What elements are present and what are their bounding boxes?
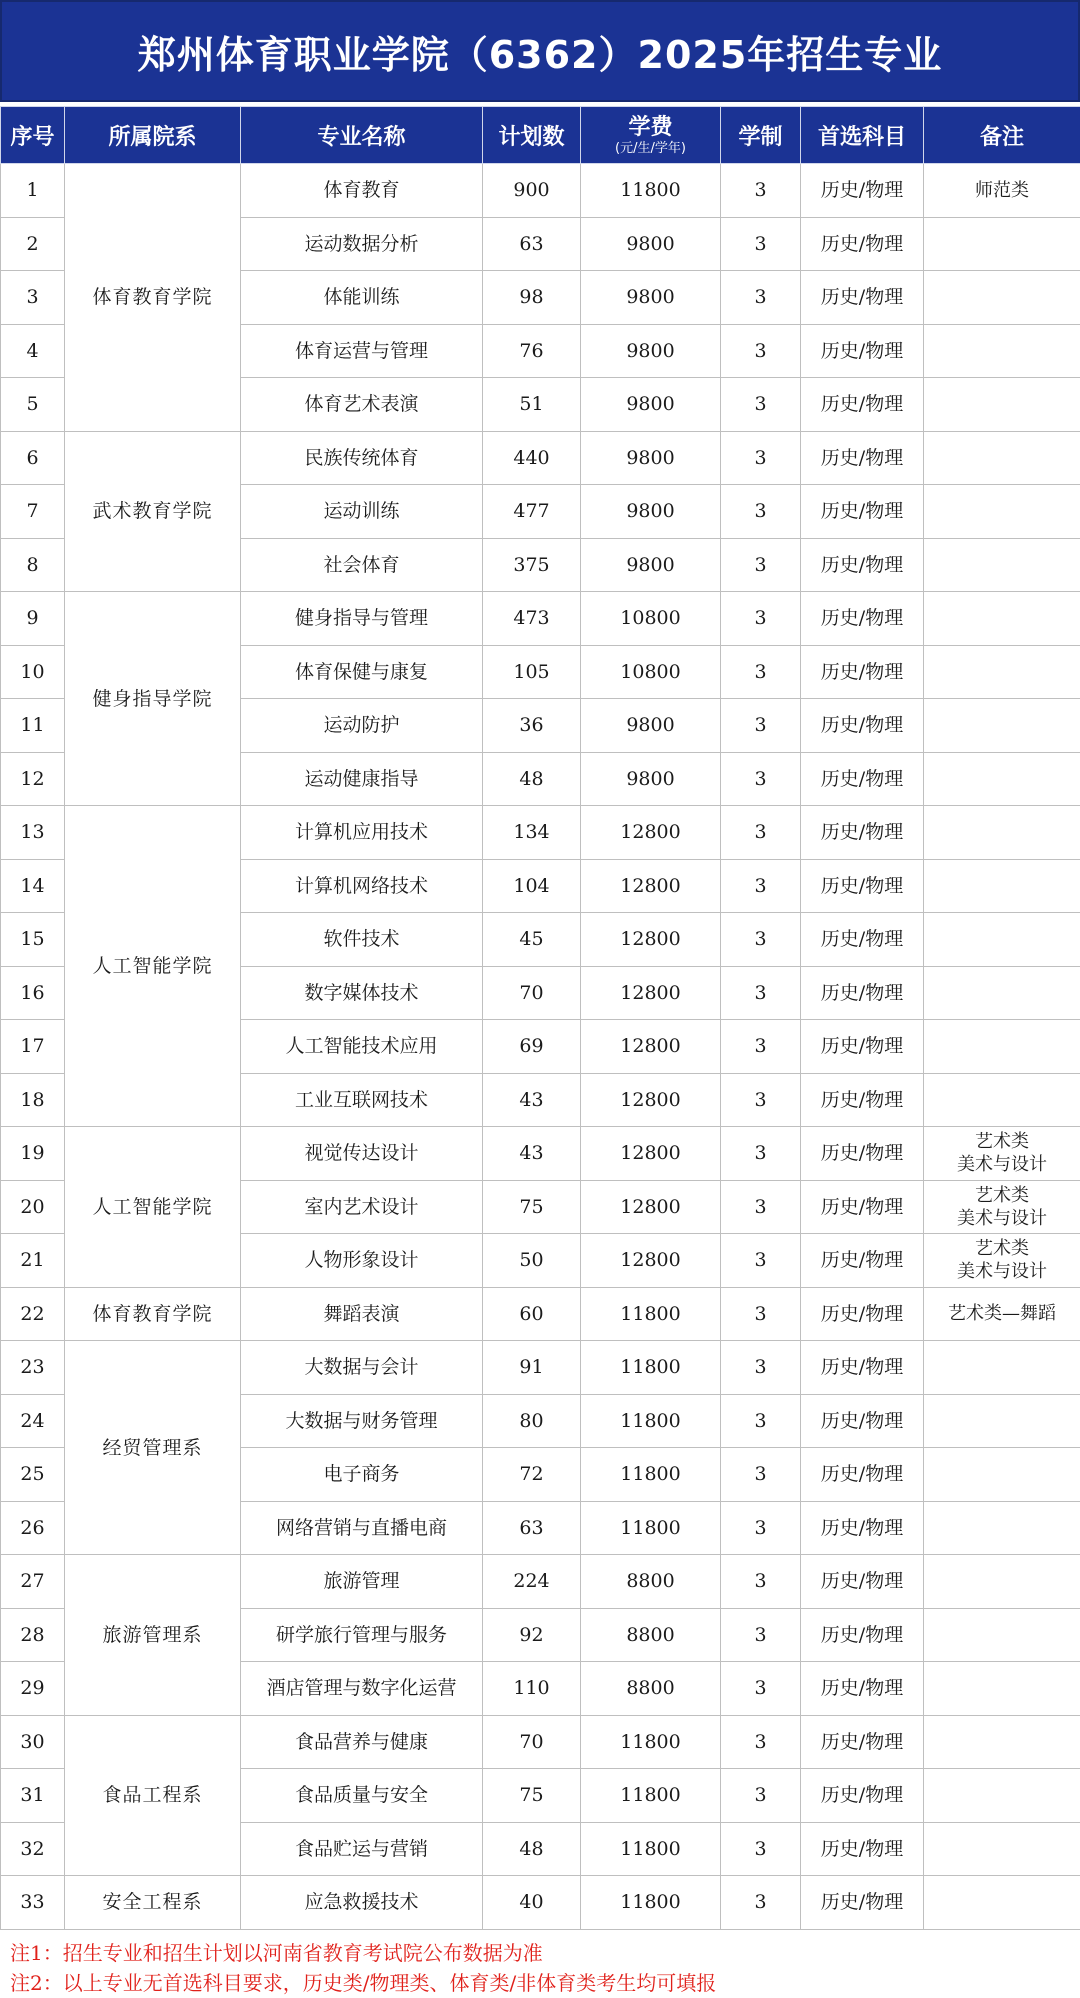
- row-plan: 375: [483, 538, 581, 592]
- row-subject: 历史/物理: [801, 324, 924, 378]
- row-years: 3: [721, 1501, 801, 1555]
- title-bar: [0, 0, 1080, 102]
- row-plan: 43: [483, 1127, 581, 1181]
- row-dept: 体育教育学院: [65, 164, 241, 432]
- row-major: 应急救援技术: [241, 1876, 483, 1930]
- row-fee: 11800: [581, 1448, 721, 1502]
- majors-table: [0, 106, 1080, 1930]
- row-subject: 历史/物理: [801, 592, 924, 646]
- row-major: 计算机应用技术: [241, 806, 483, 860]
- row-subject: 历史/物理: [801, 378, 924, 432]
- row-plan: 477: [483, 485, 581, 539]
- row-seq: 31: [1, 1769, 65, 1823]
- header-remark: 备注: [924, 107, 1080, 164]
- row-remark: [924, 966, 1080, 1020]
- row-plan: 105: [483, 645, 581, 699]
- row-seq: 29: [1, 1662, 65, 1716]
- row-subject: 历史/物理: [801, 1180, 924, 1234]
- row-remark: [924, 1608, 1080, 1662]
- row-plan: 43: [483, 1073, 581, 1127]
- row-plan: 69: [483, 1020, 581, 1074]
- row-major: 室内艺术设计: [241, 1180, 483, 1234]
- row-remark: 艺术类 美术与设计: [924, 1180, 1080, 1234]
- row-major: 研学旅行管理与服务: [241, 1608, 483, 1662]
- row-fee: 9800: [581, 752, 721, 806]
- row-remark: [924, 1020, 1080, 1074]
- row-years: 3: [721, 1769, 801, 1823]
- row-plan: 75: [483, 1180, 581, 1234]
- row-plan: 473: [483, 592, 581, 646]
- row-subject: 历史/物理: [801, 1341, 924, 1395]
- row-years: 3: [721, 1341, 801, 1395]
- row-plan: 51: [483, 378, 581, 432]
- row-years: 3: [721, 271, 801, 325]
- row-seq: 28: [1, 1608, 65, 1662]
- row-major: 运动防护: [241, 699, 483, 753]
- row-major: 人工智能技术应用: [241, 1020, 483, 1074]
- page-title: 郑州体育职业学院（6362）2025年招生专业: [138, 24, 943, 79]
- row-seq: 15: [1, 913, 65, 967]
- row-remark: [924, 1822, 1080, 1876]
- row-years: 3: [721, 1394, 801, 1448]
- row-subject: 历史/物理: [801, 645, 924, 699]
- row-seq: 1: [1, 164, 65, 218]
- row-years: 3: [721, 217, 801, 271]
- row-major: 大数据与财务管理: [241, 1394, 483, 1448]
- row-subject: 历史/物理: [801, 1662, 924, 1716]
- row-seq: 25: [1, 1448, 65, 1502]
- row-plan: 63: [483, 1501, 581, 1555]
- row-plan: 98: [483, 271, 581, 325]
- row-fee: 9800: [581, 217, 721, 271]
- row-seq: 22: [1, 1287, 65, 1341]
- row-plan: 45: [483, 913, 581, 967]
- row-major: 体能训练: [241, 271, 483, 325]
- row-fee: 9800: [581, 378, 721, 432]
- row-seq: 17: [1, 1020, 65, 1074]
- row-fee: 9800: [581, 324, 721, 378]
- row-years: 3: [721, 378, 801, 432]
- row-major: 人物形象设计: [241, 1234, 483, 1288]
- row-remark: 艺术类 美术与设计: [924, 1234, 1080, 1288]
- row-remark: [924, 859, 1080, 913]
- row-fee: 9800: [581, 431, 721, 485]
- row-subject: 历史/物理: [801, 431, 924, 485]
- row-seq: 11: [1, 699, 65, 753]
- row-fee: 10800: [581, 592, 721, 646]
- row-seq: 27: [1, 1555, 65, 1609]
- row-years: 3: [721, 1608, 801, 1662]
- row-plan: 440: [483, 431, 581, 485]
- row-fee: 12800: [581, 1073, 721, 1127]
- row-seq: 5: [1, 378, 65, 432]
- row-remark: [924, 592, 1080, 646]
- row-years: 3: [721, 966, 801, 1020]
- row-seq: 21: [1, 1234, 65, 1288]
- row-seq: 16: [1, 966, 65, 1020]
- row-remark: [924, 1341, 1080, 1395]
- header-plan: 计划数: [483, 107, 581, 164]
- row-major: 计算机网络技术: [241, 859, 483, 913]
- row-remark: [924, 1073, 1080, 1127]
- row-seq: 32: [1, 1822, 65, 1876]
- row-remark: 艺术类 美术与设计: [924, 1127, 1080, 1181]
- header-dept: 所属院系: [65, 107, 241, 164]
- row-fee: 11800: [581, 1341, 721, 1395]
- row-remark: [924, 217, 1080, 271]
- row-years: 3: [721, 1822, 801, 1876]
- row-years: 3: [721, 1876, 801, 1930]
- row-fee: 9800: [581, 538, 721, 592]
- row-remark: [924, 699, 1080, 753]
- table-row: [1, 592, 1080, 646]
- row-years: 3: [721, 1180, 801, 1234]
- table-row: [1, 1715, 1080, 1769]
- row-major: 体育教育: [241, 164, 483, 218]
- row-major: 大数据与会计: [241, 1341, 483, 1395]
- row-subject: 历史/物理: [801, 1715, 924, 1769]
- row-plan: 224: [483, 1555, 581, 1609]
- row-plan: 60: [483, 1287, 581, 1341]
- row-fee: 12800: [581, 1234, 721, 1288]
- row-fee: 9800: [581, 271, 721, 325]
- row-seq: 24: [1, 1394, 65, 1448]
- row-subject: 历史/物理: [801, 538, 924, 592]
- row-fee: 11800: [581, 1501, 721, 1555]
- row-remark: [924, 1501, 1080, 1555]
- row-fee: 11800: [581, 1876, 721, 1930]
- row-years: 3: [721, 1448, 801, 1502]
- row-plan: 104: [483, 859, 581, 913]
- row-years: 3: [721, 485, 801, 539]
- row-plan: 110: [483, 1662, 581, 1716]
- row-dept: 食品工程系: [65, 1715, 241, 1876]
- row-subject: 历史/物理: [801, 1234, 924, 1288]
- row-fee: 12800: [581, 1020, 721, 1074]
- row-fee: 8800: [581, 1608, 721, 1662]
- row-remark: [924, 324, 1080, 378]
- row-fee: 11800: [581, 1769, 721, 1823]
- row-major: 健身指导与管理: [241, 592, 483, 646]
- header-major: 专业名称: [241, 107, 483, 164]
- row-years: 3: [721, 1715, 801, 1769]
- row-major: 电子商务: [241, 1448, 483, 1502]
- table-body: [1, 164, 1080, 1930]
- row-major: 工业互联网技术: [241, 1073, 483, 1127]
- row-major: 运动健康指导: [241, 752, 483, 806]
- row-subject: 历史/物理: [801, 859, 924, 913]
- row-plan: 72: [483, 1448, 581, 1502]
- row-dept: 经贸管理系: [65, 1341, 241, 1555]
- row-subject: 历史/物理: [801, 1555, 924, 1609]
- header-seq: 序号: [1, 107, 65, 164]
- row-fee: 9800: [581, 485, 721, 539]
- row-fee: 10800: [581, 645, 721, 699]
- row-years: 3: [721, 1662, 801, 1716]
- notes: [0, 1930, 1080, 1998]
- row-remark: [924, 1662, 1080, 1716]
- row-subject: 历史/物理: [801, 1822, 924, 1876]
- row-subject: 历史/物理: [801, 1448, 924, 1502]
- row-fee: 12800: [581, 1180, 721, 1234]
- row-seq: 3: [1, 271, 65, 325]
- row-subject: 历史/物理: [801, 485, 924, 539]
- row-subject: 历史/物理: [801, 806, 924, 860]
- row-remark: 艺术类—舞蹈: [924, 1287, 1080, 1341]
- row-years: 3: [721, 538, 801, 592]
- row-subject: 历史/物理: [801, 1073, 924, 1127]
- row-dept: 人工智能学院: [65, 1127, 241, 1288]
- table-header: [1, 107, 1080, 164]
- row-major: 社会体育: [241, 538, 483, 592]
- row-major: 食品贮运与营销: [241, 1822, 483, 1876]
- row-fee: 12800: [581, 859, 721, 913]
- row-fee: 11800: [581, 1394, 721, 1448]
- row-seq: 6: [1, 431, 65, 485]
- row-subject: 历史/物理: [801, 217, 924, 271]
- row-major: 民族传统体育: [241, 431, 483, 485]
- row-major: 数字媒体技术: [241, 966, 483, 1020]
- row-remark: [924, 538, 1080, 592]
- row-plan: 134: [483, 806, 581, 860]
- row-years: 3: [721, 752, 801, 806]
- row-years: 3: [721, 806, 801, 860]
- row-remark: [924, 913, 1080, 967]
- row-remark: 师范类: [924, 164, 1080, 218]
- row-seq: 30: [1, 1715, 65, 1769]
- row-fee: 12800: [581, 806, 721, 860]
- row-seq: 23: [1, 1341, 65, 1395]
- row-remark: [924, 431, 1080, 485]
- row-remark: [924, 485, 1080, 539]
- table-row: [1, 1876, 1080, 1930]
- row-fee: 12800: [581, 966, 721, 1020]
- row-dept: 人工智能学院: [65, 806, 241, 1127]
- row-years: 3: [721, 324, 801, 378]
- row-fee: 11800: [581, 1287, 721, 1341]
- row-seq: 33: [1, 1876, 65, 1930]
- row-major: 视觉传达设计: [241, 1127, 483, 1181]
- row-remark: [924, 1394, 1080, 1448]
- row-dept: 武术教育学院: [65, 431, 241, 592]
- row-seq: 20: [1, 1180, 65, 1234]
- row-years: 3: [721, 1555, 801, 1609]
- table-row: [1, 164, 1080, 218]
- row-major: 运动训练: [241, 485, 483, 539]
- note-1: 注1：招生专业和招生计划以河南省教育考试院公布数据为准: [10, 1938, 1070, 1968]
- row-major: 体育运营与管理: [241, 324, 483, 378]
- row-subject: 历史/物理: [801, 1769, 924, 1823]
- row-years: 3: [721, 699, 801, 753]
- row-plan: 76: [483, 324, 581, 378]
- row-fee: 11800: [581, 1715, 721, 1769]
- row-years: 3: [721, 645, 801, 699]
- row-fee: 12800: [581, 913, 721, 967]
- header-fee: [581, 107, 721, 164]
- row-seq: 8: [1, 538, 65, 592]
- row-years: 3: [721, 592, 801, 646]
- row-years: 3: [721, 164, 801, 218]
- row-major: 网络营销与直播电商: [241, 1501, 483, 1555]
- row-seq: 2: [1, 217, 65, 271]
- row-plan: 36: [483, 699, 581, 753]
- row-subject: 历史/物理: [801, 1020, 924, 1074]
- header-subject: 首选科目: [801, 107, 924, 164]
- row-subject: 历史/物理: [801, 752, 924, 806]
- row-years: 3: [721, 859, 801, 913]
- table-row: [1, 1127, 1080, 1181]
- row-fee: 8800: [581, 1555, 721, 1609]
- row-fee: 9800: [581, 699, 721, 753]
- row-subject: 历史/物理: [801, 966, 924, 1020]
- row-seq: 19: [1, 1127, 65, 1181]
- row-seq: 12: [1, 752, 65, 806]
- row-subject: 历史/物理: [801, 913, 924, 967]
- row-years: 3: [721, 431, 801, 485]
- header-years: 学制: [721, 107, 801, 164]
- row-remark: [924, 752, 1080, 806]
- row-major: 食品质量与安全: [241, 1769, 483, 1823]
- row-subject: 历史/物理: [801, 1287, 924, 1341]
- row-remark: [924, 1769, 1080, 1823]
- row-subject: 历史/物理: [801, 699, 924, 753]
- row-years: 3: [721, 1020, 801, 1074]
- row-years: 3: [721, 1234, 801, 1288]
- header-fee-label: 学费: [581, 114, 720, 142]
- row-plan: 40: [483, 1876, 581, 1930]
- row-remark: [924, 1876, 1080, 1930]
- row-years: 3: [721, 1287, 801, 1341]
- row-dept: 健身指导学院: [65, 592, 241, 806]
- row-subject: 历史/物理: [801, 1127, 924, 1181]
- row-plan: 63: [483, 217, 581, 271]
- note-2: 注2：以上专业无首选科目要求，历史类/物理类、体育类/非体育类考生均可填报: [10, 1968, 1070, 1998]
- row-seq: 14: [1, 859, 65, 913]
- header-fee-unit: (元/生/学年): [581, 142, 720, 156]
- table-row: [1, 431, 1080, 485]
- row-seq: 4: [1, 324, 65, 378]
- row-remark: [924, 806, 1080, 860]
- table-row: [1, 1341, 1080, 1395]
- row-major: 体育艺术表演: [241, 378, 483, 432]
- row-plan: 80: [483, 1394, 581, 1448]
- row-remark: [924, 378, 1080, 432]
- row-fee: 8800: [581, 1662, 721, 1716]
- row-years: 3: [721, 1127, 801, 1181]
- row-seq: 7: [1, 485, 65, 539]
- row-plan: 75: [483, 1769, 581, 1823]
- row-remark: [924, 1555, 1080, 1609]
- row-plan: 48: [483, 752, 581, 806]
- row-plan: 91: [483, 1341, 581, 1395]
- row-plan: 48: [483, 1822, 581, 1876]
- row-plan: 900: [483, 164, 581, 218]
- row-years: 3: [721, 1073, 801, 1127]
- row-major: 软件技术: [241, 913, 483, 967]
- table-row: [1, 1555, 1080, 1609]
- row-seq: 26: [1, 1501, 65, 1555]
- row-plan: 70: [483, 1715, 581, 1769]
- table-row: [1, 1287, 1080, 1341]
- row-remark: [924, 645, 1080, 699]
- row-fee: 12800: [581, 1127, 721, 1181]
- table-row: [1, 806, 1080, 860]
- row-fee: 11800: [581, 1822, 721, 1876]
- row-seq: 9: [1, 592, 65, 646]
- row-plan: 92: [483, 1608, 581, 1662]
- row-dept: 旅游管理系: [65, 1555, 241, 1716]
- row-fee: 11800: [581, 164, 721, 218]
- row-major: 舞蹈表演: [241, 1287, 483, 1341]
- row-dept: 体育教育学院: [65, 1287, 241, 1341]
- row-seq: 18: [1, 1073, 65, 1127]
- row-plan: 70: [483, 966, 581, 1020]
- row-major: 运动数据分析: [241, 217, 483, 271]
- row-remark: [924, 1715, 1080, 1769]
- row-remark: [924, 271, 1080, 325]
- row-remark: [924, 1448, 1080, 1502]
- row-seq: 10: [1, 645, 65, 699]
- row-major: 酒店管理与数字化运营: [241, 1662, 483, 1716]
- row-major: 旅游管理: [241, 1555, 483, 1609]
- row-subject: 历史/物理: [801, 1501, 924, 1555]
- row-years: 3: [721, 913, 801, 967]
- row-subject: 历史/物理: [801, 1876, 924, 1930]
- row-major: 体育保健与康复: [241, 645, 483, 699]
- row-subject: 历史/物理: [801, 164, 924, 218]
- row-dept: 安全工程系: [65, 1876, 241, 1930]
- row-subject: 历史/物理: [801, 1608, 924, 1662]
- row-subject: 历史/物理: [801, 271, 924, 325]
- row-major: 食品营养与健康: [241, 1715, 483, 1769]
- row-seq: 13: [1, 806, 65, 860]
- row-plan: 50: [483, 1234, 581, 1288]
- row-subject: 历史/物理: [801, 1394, 924, 1448]
